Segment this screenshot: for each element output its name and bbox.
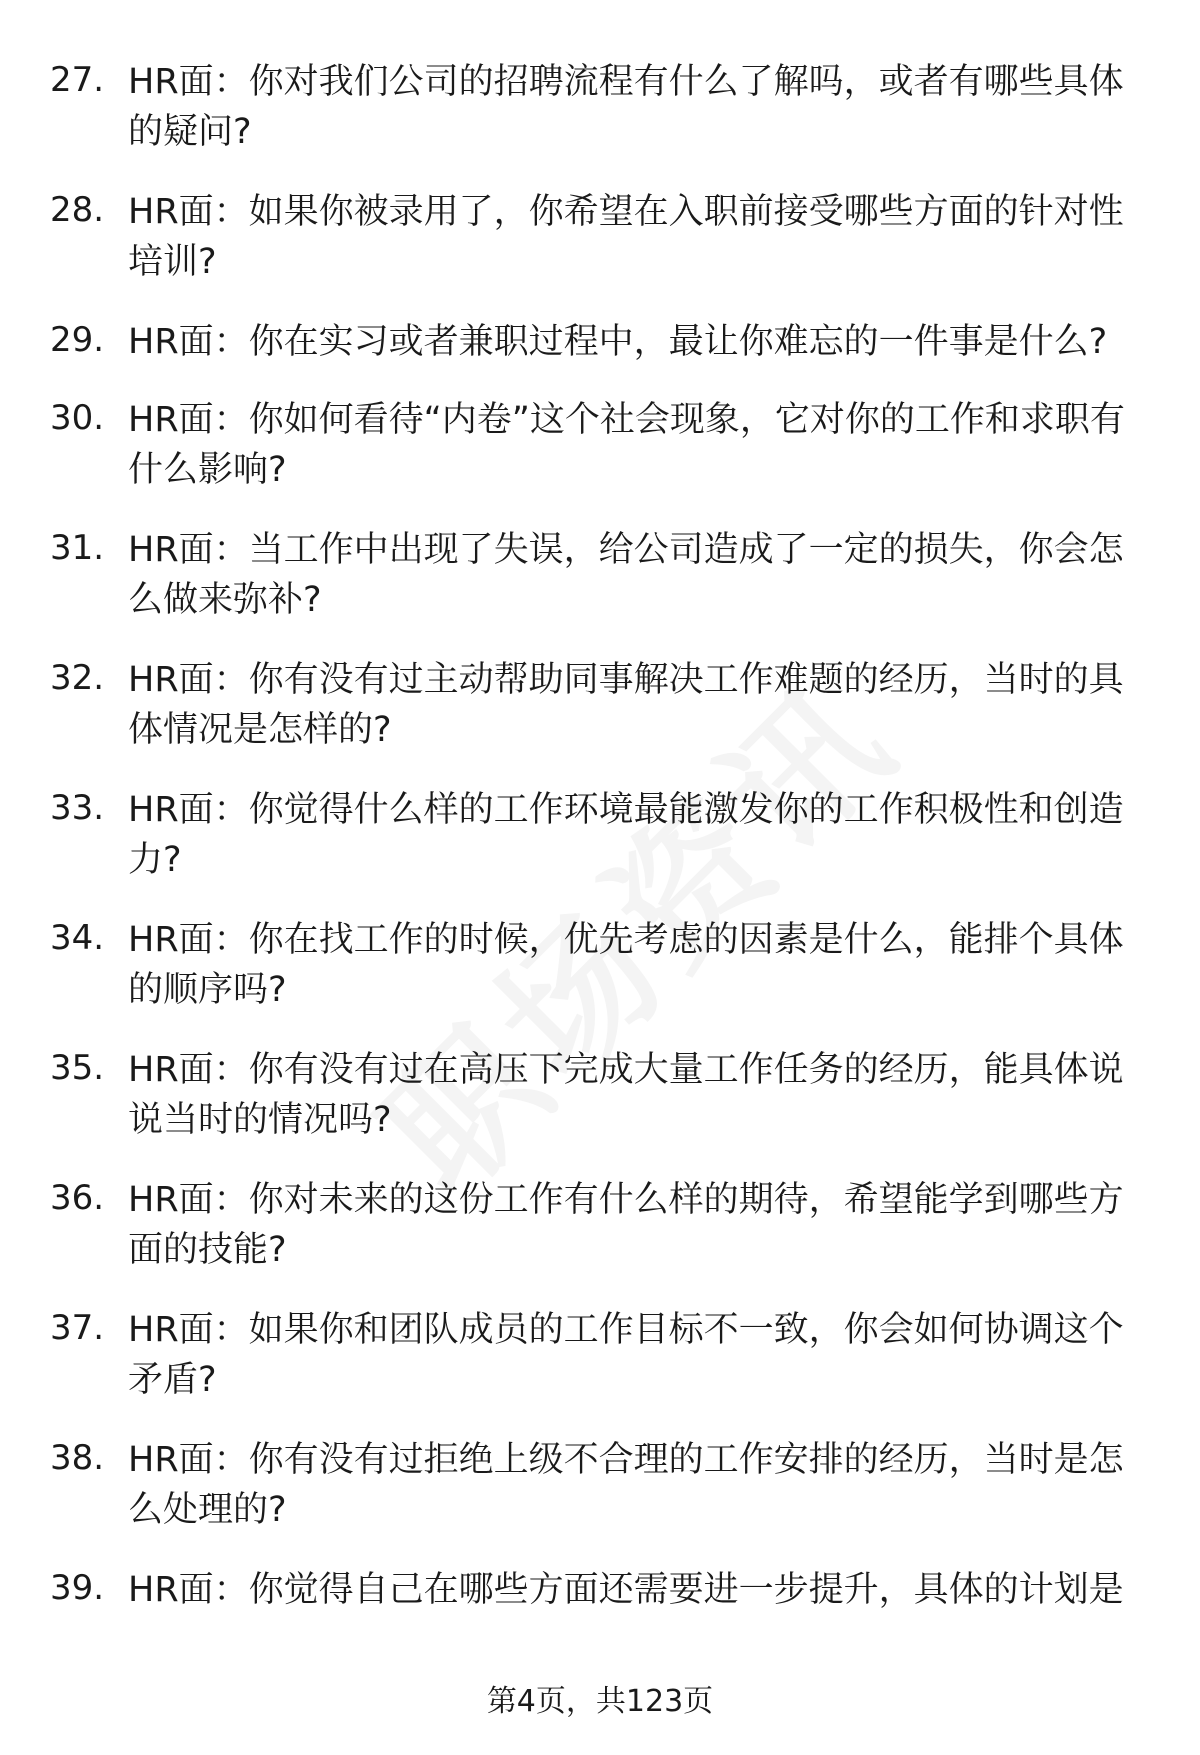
- question-number: 34.: [50, 918, 105, 958]
- question-text: HR面：你在找工作的时候，优先考虑的因素是什么，能排个具体的顺序吗?: [128, 920, 1124, 1010]
- question-text: HR面：你有没有过主动帮助同事解决工作难题的经历，当时的具体情况是怎样的?: [128, 660, 1124, 750]
- question-text: HR面：你对我们公司的招聘流程有什么了解吗，或者有哪些具体的疑问?: [128, 62, 1124, 152]
- question-text: HR面：你如何看待“内卷”这个社会现象，它对你的工作和求职有什么影响?: [128, 400, 1125, 490]
- question-number: 37.: [50, 1308, 105, 1348]
- question-text: HR面：你对未来的这份工作有什么样的期待，希望能学到哪些方面的技能?: [128, 1180, 1124, 1270]
- question-number: 35.: [50, 1048, 105, 1088]
- question-item: [0, 525, 1200, 655]
- question-number: 39.: [50, 1568, 105, 1608]
- question-number: 32.: [50, 658, 105, 698]
- question-text: HR面：你有没有过在高压下完成大量工作任务的经历，能具体说说当时的情况吗?: [128, 1050, 1124, 1140]
- question-number: 36.: [50, 1178, 105, 1218]
- question-number: 30.: [50, 398, 105, 438]
- question-item: [0, 1175, 1200, 1305]
- question-number: 33.: [50, 788, 105, 828]
- question-item: [0, 1565, 1200, 1643]
- question-number: 38.: [50, 1438, 105, 1478]
- question-number: 31.: [50, 528, 105, 568]
- question-item: [0, 187, 1200, 317]
- question-item: [0, 57, 1200, 187]
- question-item: [0, 785, 1200, 915]
- question-item: [0, 1045, 1200, 1175]
- question-item: [0, 317, 1200, 395]
- question-text: HR面：你在实习或者兼职过程中，最让你难忘的一件事是什么?: [128, 322, 1108, 362]
- question-item: [0, 1435, 1200, 1565]
- question-item: [0, 655, 1200, 785]
- question-number: 29.: [50, 320, 105, 360]
- question-text: HR面：如果你和团队成员的工作目标不一致，你会如何协调这个矛盾?: [128, 1310, 1124, 1400]
- question-number: 27.: [50, 60, 105, 100]
- question-text: HR面：当工作中出现了失误，给公司造成了一定的损失，你会怎么做来弥补?: [128, 530, 1124, 620]
- question-text: HR面：如果你被录用了，你希望在入职前接受哪些方面的针对性培训?: [128, 192, 1124, 282]
- question-item: [0, 915, 1200, 1045]
- question-text: HR面：你有没有过拒绝上级不合理的工作安排的经历，当时是怎么处理的?: [128, 1440, 1124, 1530]
- question-text: HR面：你觉得什么样的工作环境最能激发你的工作积极性和创造力?: [128, 790, 1124, 880]
- question-item: [0, 1305, 1200, 1435]
- question-number: 28.: [50, 190, 105, 230]
- question-text: HR面：你觉得自己在哪些方面还需要进一步提升，具体的计划是: [128, 1570, 1124, 1610]
- question-item: [0, 395, 1200, 525]
- page-footer: 第4页，共123页: [486, 1684, 714, 1719]
- question-list: [0, 57, 1200, 1643]
